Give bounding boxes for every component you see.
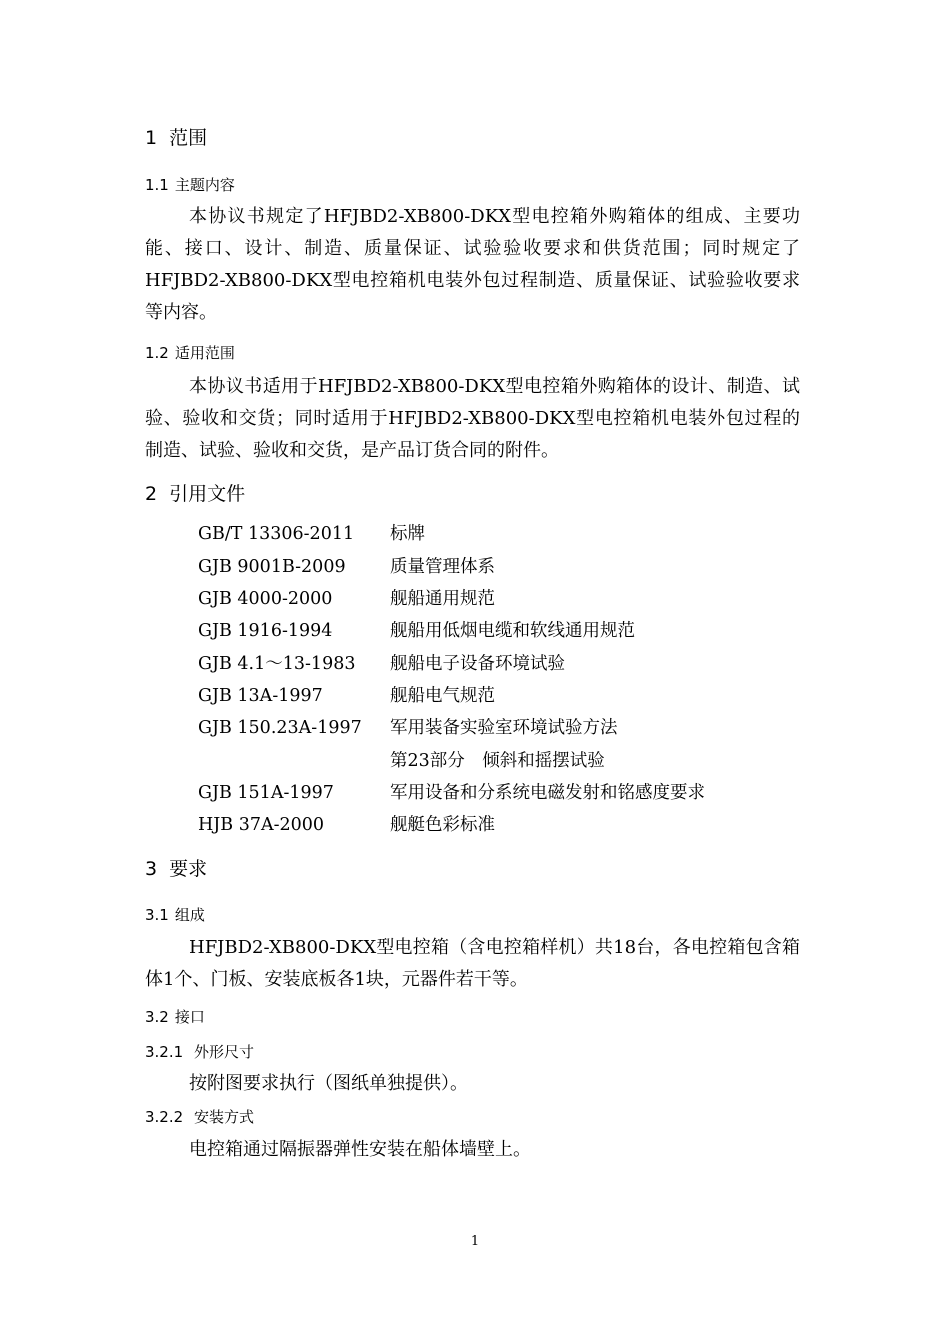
section-3-heading	[145, 857, 207, 881]
subsection-number: 3.2.1	[145, 1043, 184, 1061]
standard-code: HJB 37A-2000	[198, 815, 325, 835]
subsection-1-1-heading	[145, 175, 235, 195]
standard-name: 舰船用低烟电缆和软线通用规范	[390, 621, 635, 641]
standard-code: GJB 150.23A-1997	[198, 718, 362, 738]
section-number: 1	[145, 127, 158, 149]
section-title: 引用文件	[169, 483, 246, 505]
subsection-number: 3.2	[145, 1008, 169, 1026]
section-1-heading	[145, 126, 207, 150]
subsection-title: 外形尺寸	[193, 1043, 254, 1061]
subsection-number: 3.2.2	[145, 1108, 184, 1126]
standard-name: 质量管理体系	[390, 557, 495, 577]
standard-name: 第23部分 倾斜和摇摆试验	[390, 751, 605, 771]
standard-name: 军用设备和分系统电磁发射和铭感度要求	[390, 783, 705, 803]
subsection-1-2-heading	[145, 343, 235, 363]
subsection-title: 主题内容	[174, 176, 235, 194]
paragraph-3-2-1: 按附图要求执行（图纸单独提供）。	[189, 1073, 468, 1094]
paragraph-1-2: 本协议书适用于HFJBD2-XB800-DKX型电控箱外购箱体的设计、制造、试验、验收和交货；同时适用于HFJBD2-XB800-DKX型电控箱机电装外包过程的制造、试验、验收和交货，是产品订货合同的附件。	[145, 376, 800, 461]
section-2-heading	[145, 482, 245, 506]
standard-code: GJB 1916-1994	[198, 621, 333, 641]
subsection-title: 适用范围	[174, 344, 235, 362]
standard-name: 军用装备实验室环境试验方法	[390, 718, 618, 738]
standard-code: GJB 151A-1997	[198, 783, 334, 803]
section-title: 要求	[169, 858, 208, 880]
standard-code: GJB 4000-2000	[198, 589, 333, 609]
paragraph-1-1: 本协议书规定了HFJBD2-XB800-DKX型电控箱外购箱体的组成、主要功能、接口、设计、制造、质量保证、试验验收要求和供货范围；同时规定了HFJBD2-XB800-DKX型电控箱机电装外包过程制造、质量保证、试验验收要求等内容。	[145, 206, 800, 323]
standard-code: GJB 13A-1997	[198, 686, 323, 706]
subsection-title: 安装方式	[193, 1108, 254, 1126]
subsection-number: 1.1	[145, 176, 169, 194]
paragraph-3-2-2: 电控箱通过隔振器弹性安装在船体墙壁上。	[189, 1139, 531, 1160]
subsection-3-2-1-heading	[145, 1042, 254, 1062]
subsection-title: 接口	[174, 1008, 205, 1026]
standard-name: 标牌	[390, 524, 425, 544]
standard-name: 舰艇色彩标准	[390, 815, 495, 835]
standard-code: GB/T 13306-2011	[198, 524, 355, 544]
subsection-3-2-heading	[145, 1007, 205, 1027]
standard-code: GJB 9001B-2009	[198, 557, 346, 577]
subsection-number: 3.1	[145, 906, 169, 924]
subsection-number: 1.2	[145, 344, 169, 362]
standard-name: 舰船通用规范	[390, 589, 495, 609]
standard-name: 舰船电子设备环境试验	[390, 654, 565, 674]
page-number: 1	[470, 1234, 480, 1249]
subsection-title: 组成	[174, 906, 205, 924]
standard-code: GJB 4.1～13-1983	[198, 654, 356, 674]
subsection-3-2-2-heading	[145, 1107, 254, 1127]
section-number: 2	[145, 483, 158, 505]
section-title: 范围	[169, 127, 208, 149]
subsection-3-1-heading	[145, 905, 205, 925]
standard-name: 舰船电气规范	[390, 686, 495, 706]
paragraph-3-1: HFJBD2-XB800-DKX型电控箱（含电控箱样机）共18台，各电控箱包含箱体1个、门板、安装底板各1块，元器件若干等。	[145, 937, 800, 990]
section-number: 3	[145, 858, 158, 880]
